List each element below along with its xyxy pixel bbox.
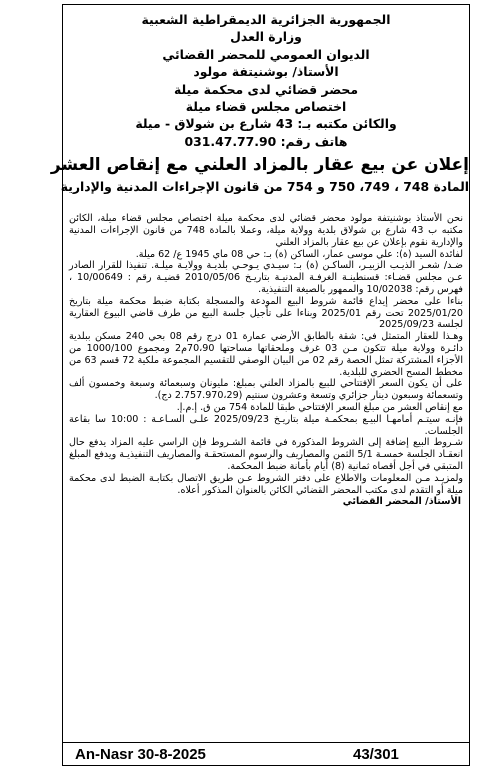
body-paragraph: نحن الأستاذ بوشنيتفة مولود محضر قضائي لدى محكمة ميلة اختصاص مجلس قضاء ميلة، الكائن مكتبه ب 43 شارع بن شولاق بلدية وولاية ميلة، وعملا بالمادة 748 من قانون الإجراءات المدنية والإدارية نقوم بإعلان عن بيع عقار بالمزاد العلني — [69, 213, 463, 248]
body-paragraph: على أن يكون السعر الإفتتاحي للبيع بالمزاد العلني بمبلغ: مليونان وسبعمائة وسبعة وخمسون ألف وتسعمائة وسبعون دينار جزائري وتسعة وعشرون سنتيم (2.757.970،29 دج). — [69, 378, 463, 402]
body-paragraph: شـروط البيع إضافة إلى الشروط المذكورة في قائمة الشـروط فإن الراسي عليه المزاد يدفع حال انعقـاد الجلسة خمسـة 5/1 الثمن والمصاريف والرسوم المستحقـة والمصاريف التنفيذيـة ويدفع المبلغ المتبقي في أجل أقصاه ثمانية (8) أيام بأمانة ضبط المحكمة. — [69, 437, 463, 472]
body-paragraph: فإنـه سيتـم أمامهـا البيـع بمحكمـة ميلة بتاريـخ 2025/09/23 علـى السـاعـة : 10:00 سا بقاعة الجلسات. — [69, 413, 463, 437]
notice-header — [63, 5, 469, 150]
notice-title: إعلان عن بيع عقار بالمزاد العلني مع إنقاص العشر — [50, 155, 469, 176]
header-line: الديوان العمومي للمحضر القضائي — [162, 46, 370, 62]
body-paragraph: ضـد/ شعـر الذيـب الزبيـر، الساكـن (ة) بـ: سيـدي يـوحـي بلديـة وولايـة ميلـة. تنفيذا للقرار الصادر عـن مجلس قضـاء: قسنطينـة الغرفـة المدنيـة بتاريـخ 2010/05/06 قضيـة رقم : 10/00649 ، فهرس رقم: 10/02038 والممهور بالصيغة التنفيذية. — [69, 260, 464, 296]
header-line: اختصاص مجلس قضاء ميلة — [185, 99, 347, 115]
header-line: محضر قضائي لدى محكمة ميلة — [173, 81, 359, 97]
header-line: وزارة العدل — [230, 29, 302, 45]
header-line: هاتف رقم: 031.47.77.90 — [184, 133, 348, 149]
body-paragraph: وهـذا للعقار المتمثل في: شقة بالطابق الأرضي عمارة 01 درج رقم 08 بحي 240 مسكن ببلدية دائـرة وولاية ميلة تتكون مـن 03 غرف وملحقاتها مساحتها 70،90م2 ومجموع 1000/100 من الأجزاء المشتركة تمثل الحصة رقم 02 من البيان الوصفي للتقسيم المجموعة ملكية 72 قسم 63 من مخطط المسح الحضري للبلدية. — [69, 331, 463, 378]
body-paragraph: بناءا على محضر إيداع قائمة شروط البيع المودعة والمسجلة بكتابة ضبط محكمة ميلة بتاريخ 2025/01/20 تحت رقم 2025/01 وبناءا على تأجيل جلسة البيع من طرف قاضي البيوع العقارية لجلسة 2025/09/23 — [69, 295, 464, 331]
header-line: الجمهورية الجزائرية الديمقراطية الشعبية — [141, 12, 391, 27]
body-paragraph: لفائدة السيد (ة): علي موسى عمار، الساكن (ة) بـ: حي 08 ماي 1945 ع/ 62 ميلة. — [135, 248, 463, 260]
publication-date: An-Nasr 30-8-2025 — [75, 745, 206, 763]
body-paragraph: ولمزيـد مـن المعلومات والاطلاع على دفتر الشروط عـن طريق الاتصال بكتابـة الضبط لدى محكمة ميلة أو التقدم لدى مكتب المحضر القضائي الكائن بالعنوان المذكور أعلاه. — [69, 472, 463, 496]
signature: الأستاذ/ المحضر القضائي — [342, 496, 461, 508]
body-paragraph: مع إنقاص العشر من مبلغ السعر الإفتتاحي طبقا للمادة 754 من ق. إ.م.إ. — [176, 402, 463, 413]
notice-subtitle: المادة 748 ، 749، 750 و 754 من قانون الإجراءات المدنية والإدارية — [60, 179, 469, 195]
legal-notice — [50, 4, 470, 752]
publication-footer — [62, 742, 470, 766]
notice-body — [63, 197, 469, 496]
header-line: والكائن مكتبه بـ: 43 شارع بن شولاق - ميلة — [135, 116, 397, 132]
header-line: الأستاذ/ بوشنيتفة مولود — [193, 64, 339, 80]
notice-number: 43/301 — [353, 745, 399, 763]
